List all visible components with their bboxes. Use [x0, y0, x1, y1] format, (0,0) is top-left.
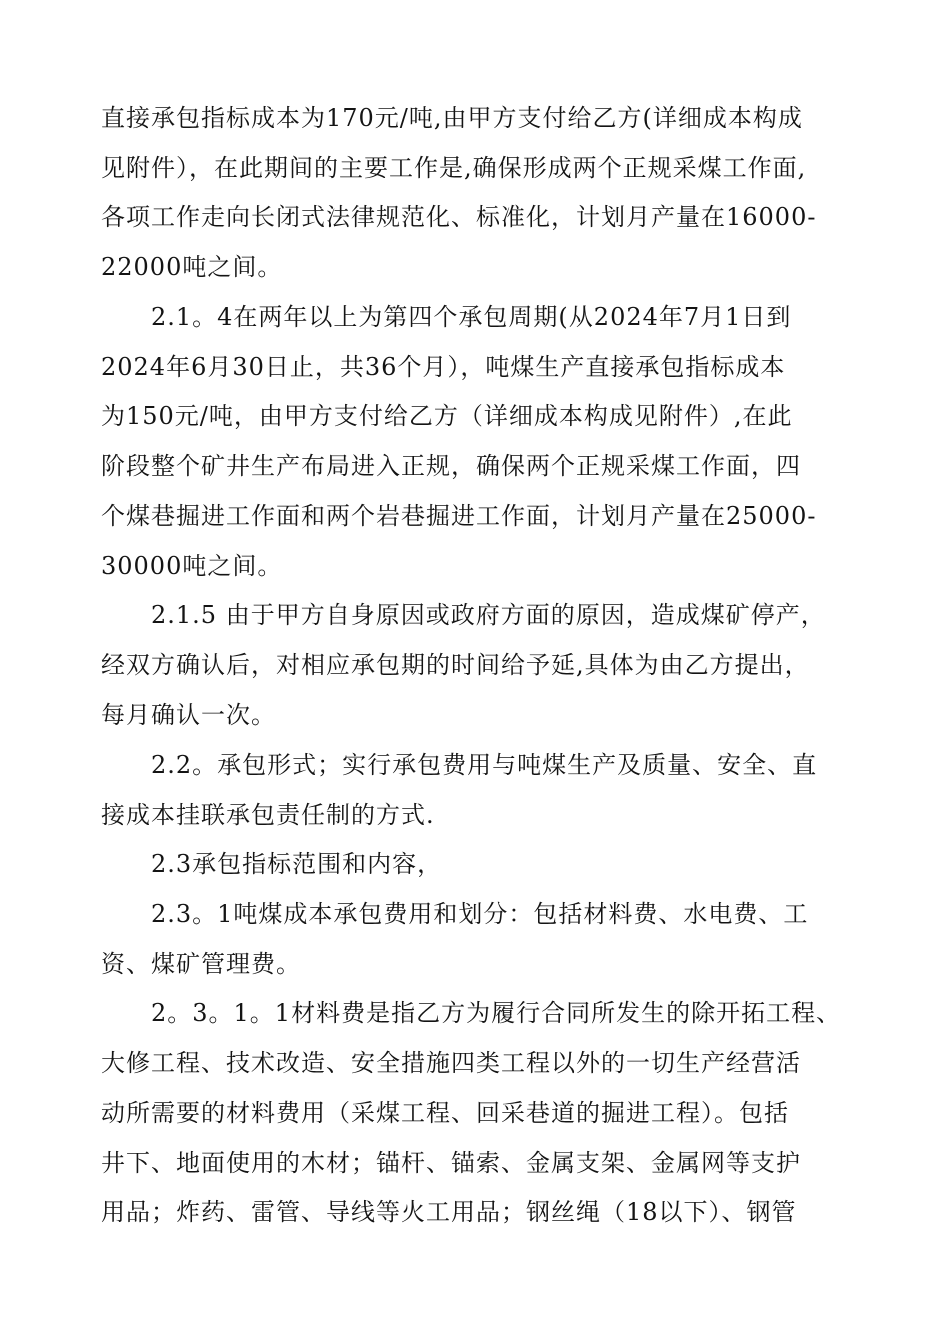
paragraph-start-line: 2.2。承包形式；实行承包费用与吨煤生产及质量、安全、直 — [151, 751, 818, 779]
text-line: 每月确认一次。 — [101, 701, 276, 729]
paragraph-start-line: 2.1.5 由于甲方自身原因或政府方面的原因，造成煤矿停产， — [151, 601, 826, 629]
text-line: 经双方确认后，对相应承包期的时间给予延,具体为由乙方提出， — [101, 651, 810, 679]
text-line: 个煤巷掘进工作面和两个岩巷掘进工作面，计划月产量在25000- — [101, 502, 817, 530]
text-line: 资、煤矿管理费。 — [101, 950, 301, 978]
text-line: 井下、地面使用的木材；锚杆、锚索、金属支架、金属网等支护 — [101, 1149, 801, 1177]
text-line: 直接承包指标成本为170元/吨,由甲方支付给乙方(详细成本构成 — [101, 104, 803, 132]
text-line: 阶段整个矿井生产布局进入正规，确保两个正规采煤工作面，四 — [101, 452, 801, 480]
text-line: 接成本挂联承包责任制的方式. — [101, 801, 435, 829]
text-line: 见附件），在此期间的主要工作是,确保形成两个正规采煤工作面, — [101, 154, 807, 182]
text-line: 为150元/吨，由甲方支付给乙方（详细成本构成见附件）,在此 — [101, 402, 793, 430]
text-line: 22000吨之间。 — [101, 253, 283, 281]
paragraph-start-line: 2.3。1吨煤成本承包费用和划分：包括材料费、水电费、工 — [151, 900, 809, 928]
text-line: 动所需要的材料费用（采煤工程、回采巷道的掘进工程）。包括 — [101, 1099, 789, 1127]
text-line: 大修工程、技术改造、安全措施四类工程以外的一切生产经营活 — [101, 1049, 801, 1077]
text-line: 2024年6月30日止，共36个月），吨煤生产直接承包指标成本 — [101, 353, 786, 381]
paragraph-start-line: 2.3承包指标范围和内容， — [151, 850, 443, 878]
paragraph-start-line: 2。3。1。1材料费是指乙方为履行合同所发生的除开拓工程、 — [151, 999, 842, 1027]
text-line: 各项工作走向长闭式法律规范化、标准化，计划月产量在16000- — [101, 203, 817, 231]
text-line: 用品；炸药、雷管、导线等火工用品；钢丝绳（18以下）、钢管 — [101, 1198, 797, 1226]
text-line: 30000吨之间。 — [101, 552, 283, 580]
paragraph-start-line: 2.1。4在两年以上为第四个承包周期(从2024年7月1日到 — [151, 303, 792, 331]
